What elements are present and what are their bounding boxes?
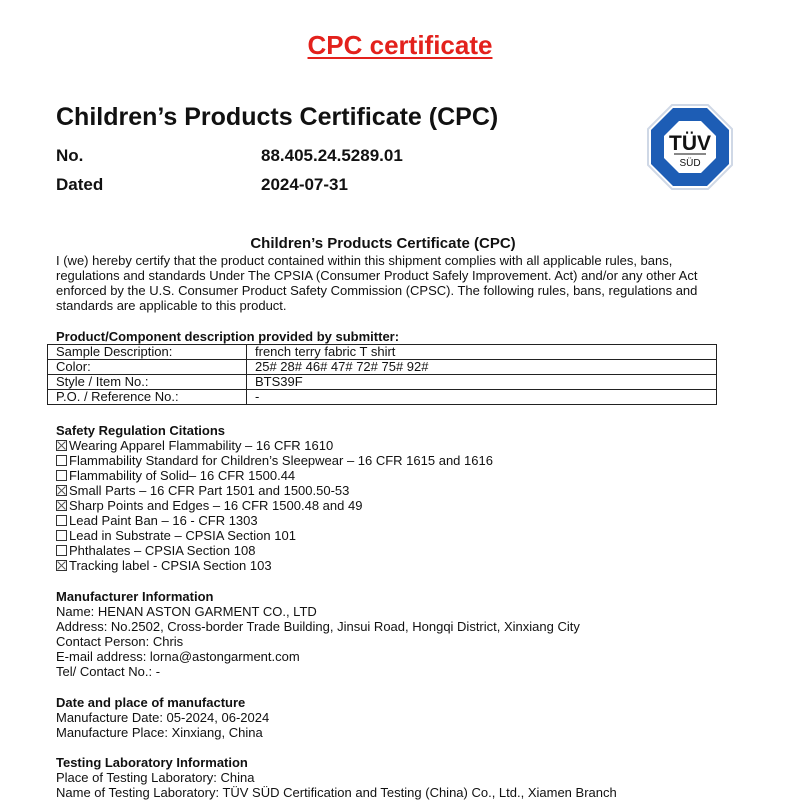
svg-text:SÜD: SÜD [679, 158, 701, 169]
citation-label: Tracking label - CPSIA Section 103 [69, 558, 272, 573]
citation-label: Phthalates – CPSIA Section 108 [69, 543, 256, 558]
row-label: P.O. / Reference No.: [48, 390, 247, 405]
citation-label: Lead Paint Ban – 16 - CFR 1303 [69, 513, 258, 528]
row-value: BTS39F [247, 375, 717, 390]
testing-heading: Testing Laboratory Information [56, 755, 248, 770]
product-heading: Product/Component description provided by submitter: [56, 329, 400, 344]
unchecked-box-icon[interactable] [56, 515, 67, 526]
row-label: Style / Item No.: [48, 375, 247, 390]
citation-item [56, 483, 493, 498]
page-title: Children’s Products Certificate (CPC) [56, 103, 499, 131]
citation-item [56, 528, 493, 543]
product-table [47, 344, 717, 405]
citation-item [56, 468, 493, 483]
checked-box-icon[interactable] [56, 485, 67, 496]
citation-item [56, 513, 493, 528]
citation-item [56, 543, 493, 558]
checked-box-icon[interactable] [56, 500, 67, 511]
table-row [48, 360, 717, 375]
certificate-heading: Children’s Products Certificate (CPC) [250, 235, 516, 252]
banner-title [0, 30, 800, 61]
certificate-statement: I (we) hereby certify that the product contained within this shipment complies with all applicable rules, bans, regulations and standards Under The CPSIA (Consumer Product Safely Improvement. Act) and/or any other Act enforced by the U.S. Consumer Product Safety Commission (CPSC). The following rules, bans, regulations and standards are applicable to this product. [56, 253, 698, 313]
testing-lab-name: Name of Testing Laboratory: TÜV SÜD Certification and Testing (China) Co., Ltd., Xiamen Branch [56, 785, 617, 800]
row-value: - [247, 390, 717, 405]
table-row [48, 375, 717, 390]
unchecked-box-icon[interactable] [56, 530, 67, 541]
manufacturer-address: Address: No.2502, Cross-border Trade Building, Jinsui Road, Hongqi District, Xinxiang City [56, 619, 580, 634]
testing-section [56, 755, 617, 800]
checked-box-icon[interactable] [56, 560, 67, 571]
unchecked-box-icon[interactable] [56, 470, 67, 481]
checked-box-icon[interactable] [56, 440, 67, 451]
manufacturer-heading: Manufacturer Information [56, 589, 214, 604]
contact-person: Contact Person: Chris [56, 634, 184, 649]
banner-title-text: CPC certificate [307, 30, 493, 60]
svg-text:TÜV: TÜV [669, 132, 711, 155]
dated-label: Dated [56, 175, 104, 194]
citation-label: Flammability of Solid– 16 CFR 1500.44 [69, 468, 296, 483]
citation-item [56, 438, 493, 453]
citation-item [56, 498, 493, 513]
no-value: 88.405.24.5289.01 [261, 146, 403, 165]
manufacturer-name: Name: HENAN ASTON GARMENT CO., LTD [56, 604, 317, 619]
row-label: Color: [48, 360, 247, 375]
citation-item [56, 558, 493, 573]
citations-section [56, 423, 493, 573]
unchecked-box-icon[interactable] [56, 545, 67, 556]
table-row [48, 345, 717, 360]
dated-value: 2024-07-31 [261, 175, 348, 194]
unchecked-box-icon[interactable] [56, 455, 67, 466]
citation-item [56, 453, 493, 468]
citations-heading: Safety Regulation Citations [56, 423, 226, 438]
manufacture-place: Manufacture Place: Xinxiang, China [56, 725, 263, 740]
citations-list [56, 438, 493, 573]
citation-label: Lead in Substrate – CPSIA Section 101 [69, 528, 296, 543]
testing-place: Place of Testing Laboratory: China [56, 770, 255, 785]
tel-contact: Tel/ Contact No.: - [56, 664, 161, 679]
citation-label: Sharp Points and Edges – 16 CFR 1500.48 and 49 [69, 498, 363, 513]
citation-label: Flammability Standard for Children’s Sleepwear – 16 CFR 1615 and 1616 [69, 453, 493, 468]
manufacture-date: Manufacture Date: 05-2024, 06-2024 [56, 710, 270, 725]
row-value: 25# 28# 46# 47# 72# 75# 92# [247, 360, 717, 375]
email-address: E-mail address: lorna@astongarment.com [56, 649, 300, 664]
row-value: french terry fabric T shirt [247, 345, 717, 360]
table-row [48, 390, 717, 405]
manufacture-heading: Date and place of manufacture [56, 695, 246, 710]
row-label: Sample Description: [48, 345, 247, 360]
no-label: No. [56, 146, 84, 165]
manufacture-section [56, 695, 269, 740]
citation-label: Small Parts – 16 CFR Part 1501 and 1500.50-53 [69, 483, 350, 498]
tuv-sud-logo [646, 103, 734, 191]
manufacturer-section [56, 589, 580, 679]
citation-label: Wearing Apparel Flammability – 16 CFR 1610 [69, 438, 334, 453]
